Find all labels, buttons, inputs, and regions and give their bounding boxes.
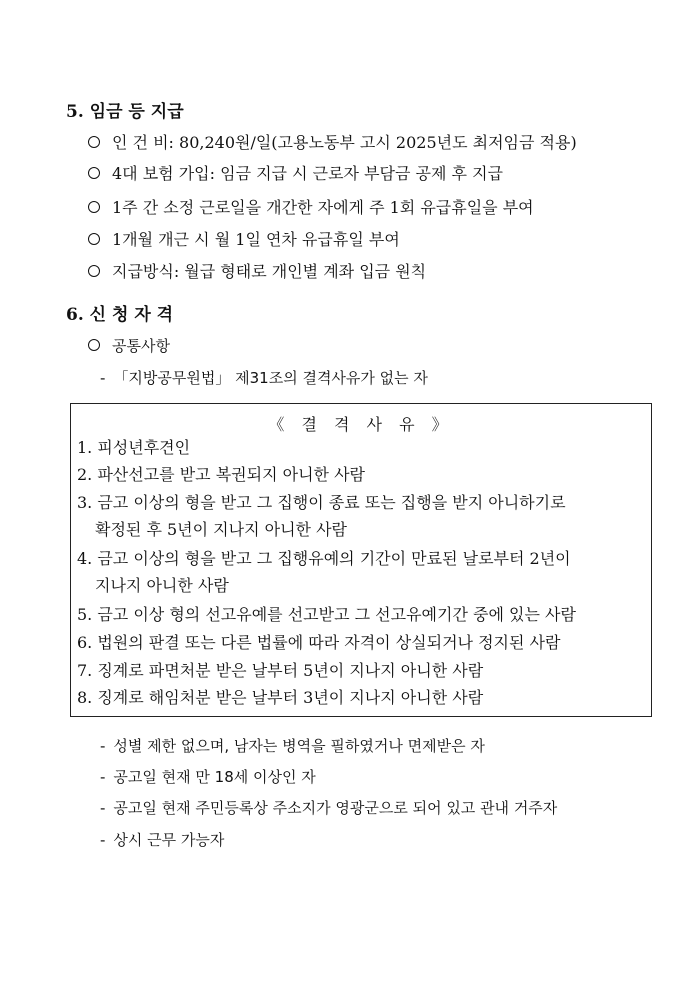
section-5-heading: 5. 임금 등 지급 [66, 102, 184, 122]
box-title: 《 결 격 사 유 》 [268, 415, 454, 434]
common-item: - 공고일 현재 주민등록상 주소지가 영광군으로 되어 있고 관내 거주자 [100, 799, 558, 817]
section-6-heading: 6. 신 청 자 격 [66, 305, 174, 325]
circle-bullet-icon [88, 265, 100, 277]
common-item: - 성별 제한 없으며, 남자는 병역을 필하였거나 면제받은 자 [100, 737, 485, 755]
list-item: 1주 간 소정 근로일을 개간한 자에게 주 1회 유급휴일을 부여 [88, 198, 534, 218]
list-item: 지급방식: 월급 형태로 개인별 계좌 입금 원칙 [88, 262, 426, 282]
list-item: 4대 보험 가입: 임금 지급 시 근로자 부담금 공제 후 지급 [88, 164, 503, 184]
box-line: 지나지 아니한 사람 [95, 576, 229, 595]
list-item: 인 건 비: 80,240원/일(고용노동부 고시 2025년도 최저임금 적용) [88, 133, 577, 153]
box-line: 7. 징계로 파면처분 받은 날부터 5년이 지나지 아니한 사람 [77, 661, 484, 680]
dash-bullet: - [100, 831, 106, 849]
common-item: - 상시 근무 가능자 [100, 831, 225, 849]
dash-bullet: - [100, 737, 106, 755]
box-line: 6. 법원의 판결 또는 다른 법률에 따라 자격이 상실되거나 정지된 사람 [77, 633, 561, 652]
circle-bullet-icon [88, 233, 100, 245]
common-label: 공통사항 [88, 336, 170, 356]
dash-bullet: - [100, 799, 106, 817]
common-item: - 공고일 현재 만 18세 이상인 자 [100, 768, 316, 786]
box-line: 8. 징계로 해임처분 받은 날부터 3년이 지나지 아니한 사람 [77, 688, 484, 707]
circle-bullet-icon [88, 167, 100, 179]
circle-bullet-icon [88, 136, 100, 148]
disqualification-box [70, 403, 652, 717]
dash-bullet: - [100, 369, 106, 387]
box-line: 1. 피성년후견인 [77, 438, 191, 457]
circle-bullet-icon [88, 201, 100, 213]
box-line: 3. 금고 이상의 형을 받고 그 집행이 종료 또는 집행을 받지 아니하기로 [77, 493, 566, 512]
box-line: 2. 파산선고를 받고 복권되지 아니한 사람 [77, 465, 365, 484]
circle-bullet-icon [88, 339, 100, 351]
box-line: 4. 금고 이상의 형을 받고 그 집행유예의 기간이 만료된 날로부터 2년이 [77, 549, 571, 568]
box-line: 5. 금고 이상 형의 선고유예를 선고받고 그 선고유예기간 중에 있는 사람 [77, 605, 576, 624]
list-item: 1개월 개근 시 월 1일 연차 유급휴일 부여 [88, 230, 400, 250]
common-item: - 「지방공무원법」 제31조의 결격사유가 없는 자 [100, 369, 428, 387]
box-line: 확정된 후 5년이 지나지 아니한 사람 [95, 520, 347, 539]
dash-bullet: - [100, 768, 106, 786]
